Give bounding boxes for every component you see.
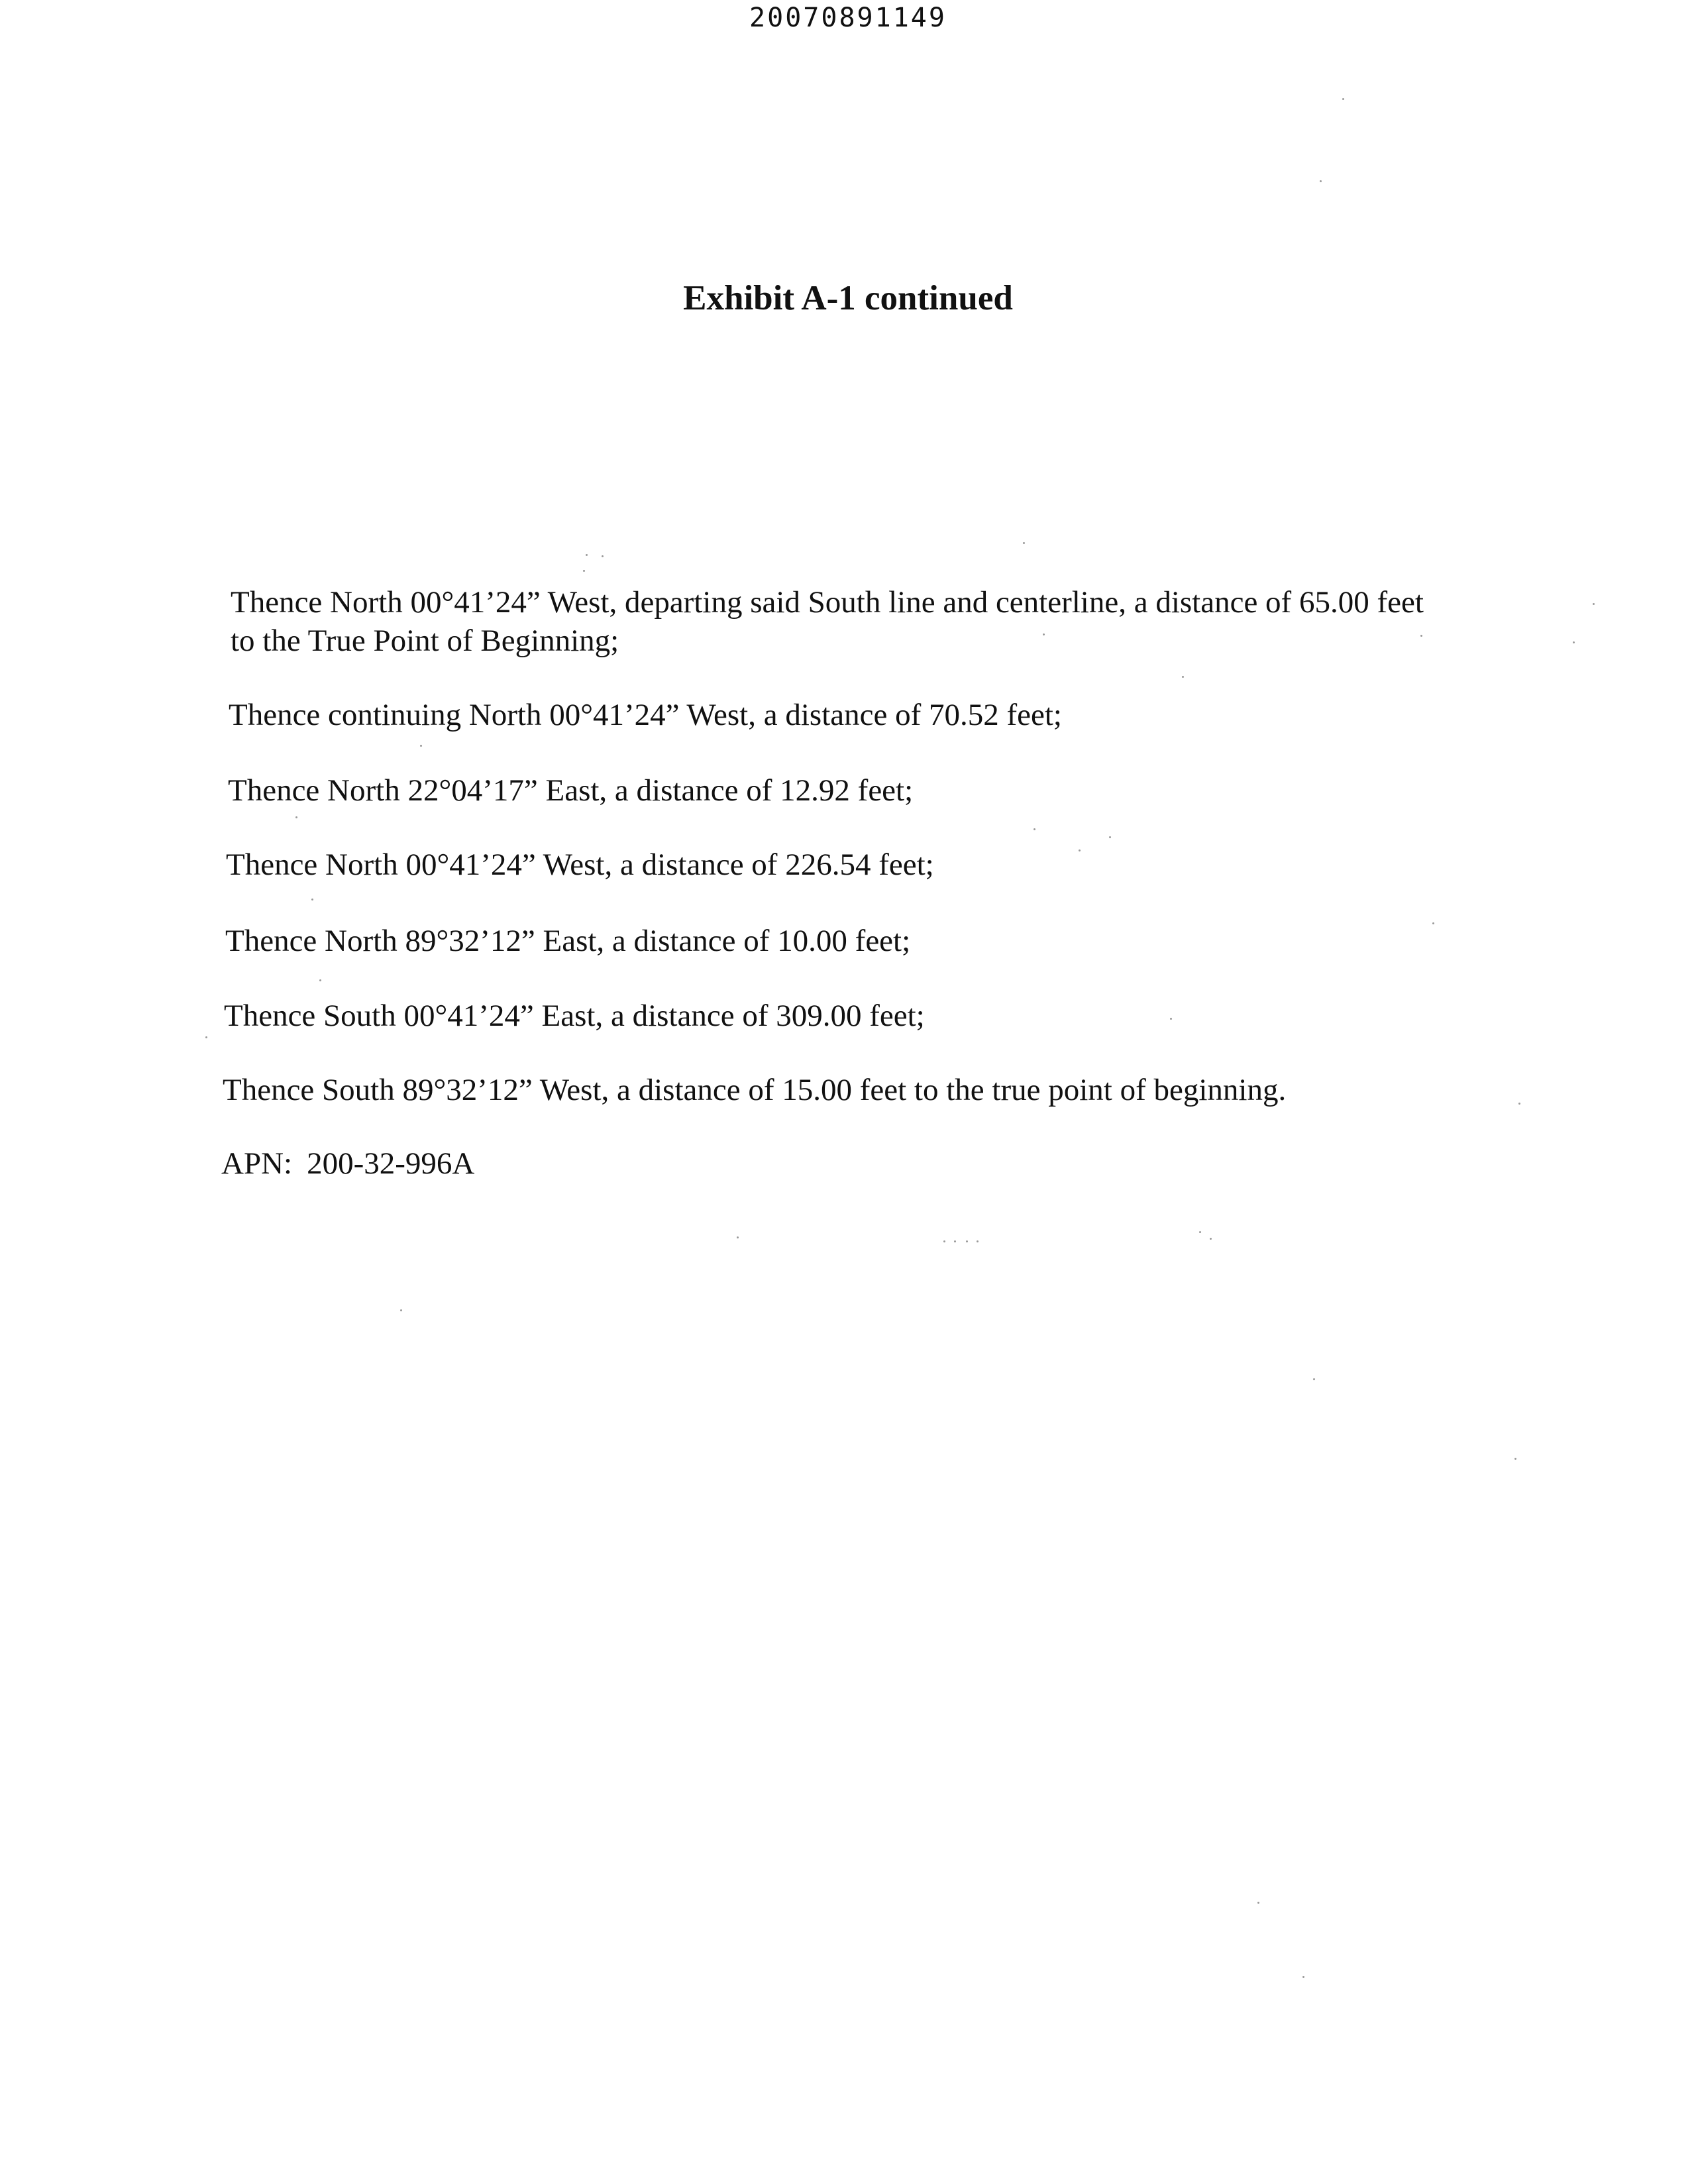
scan-speck xyxy=(1432,922,1434,924)
scan-speck xyxy=(586,554,588,556)
legal-description-call-6: Thence South 00°41’24” East, a distance of 309.00 feet; xyxy=(224,999,925,1033)
call-1-line-2: to the True Point of Beginning; xyxy=(231,624,619,658)
scan-speck xyxy=(1320,180,1322,182)
scan-speck xyxy=(737,1236,739,1238)
exhibit-title: Exhibit A-1 continued xyxy=(683,279,1013,317)
scan-speck xyxy=(1514,1458,1516,1460)
scan-speck xyxy=(1210,1238,1212,1240)
scan-speck xyxy=(1170,1018,1172,1020)
legal-description-call-2: Thence continuing North 00°41’24” West, a distance of 70.52 feet; xyxy=(229,698,1062,732)
apn-label: APN: xyxy=(221,1146,293,1181)
scan-speck xyxy=(954,1240,956,1242)
scan-speck xyxy=(311,899,313,901)
scan-speck xyxy=(1079,849,1081,851)
legal-description-call-3: Thence North 22°04’17” East, a distance of 12.92 feet; xyxy=(228,773,914,808)
scan-speck xyxy=(1302,1976,1304,1978)
scan-speck xyxy=(205,1036,207,1038)
scan-speck xyxy=(1342,98,1344,100)
document-number: 20070891149 xyxy=(749,3,947,33)
scan-speck xyxy=(1023,542,1025,544)
apn-value: 200-32-996A xyxy=(307,1146,475,1181)
scan-speck xyxy=(1182,676,1184,678)
scan-speck xyxy=(1420,635,1422,637)
legal-description-call-1 xyxy=(231,583,1424,660)
scan-speck xyxy=(400,1309,402,1311)
scan-speck xyxy=(977,1240,979,1242)
scan-speck xyxy=(1257,1902,1259,1904)
legal-description-call-7: Thence South 89°32’12” West, a distance of 15.00 feet to the true point of beginning. xyxy=(223,1073,1287,1107)
apn-line xyxy=(221,1144,474,1183)
scan-speck xyxy=(420,745,422,747)
scan-speck xyxy=(943,1240,945,1242)
scan-speck xyxy=(1043,633,1045,635)
scan-speck xyxy=(1518,1103,1520,1105)
legal-description-call-4: Thence North 00°41’24” West, a distance of 226.54 feet; xyxy=(226,847,934,882)
scan-speck xyxy=(295,816,297,818)
scan-speck xyxy=(1109,836,1111,838)
scan-speck xyxy=(602,555,604,557)
scan-speck xyxy=(1034,828,1035,830)
scan-speck xyxy=(583,570,585,572)
scan-speck xyxy=(319,979,321,981)
call-1-line-1: Thence North 00°41’24” West, departing said South line and centerline, a distance of 65.00 feet xyxy=(231,585,1424,620)
legal-description-call-5: Thence North 89°32’12” East, a distance of 10.00 feet; xyxy=(225,924,911,958)
scan-speck xyxy=(1573,641,1575,643)
scan-speck xyxy=(966,1240,968,1242)
scan-speck xyxy=(1199,1231,1201,1233)
scan-speck xyxy=(1313,1378,1315,1380)
scan-speck xyxy=(1593,603,1595,605)
